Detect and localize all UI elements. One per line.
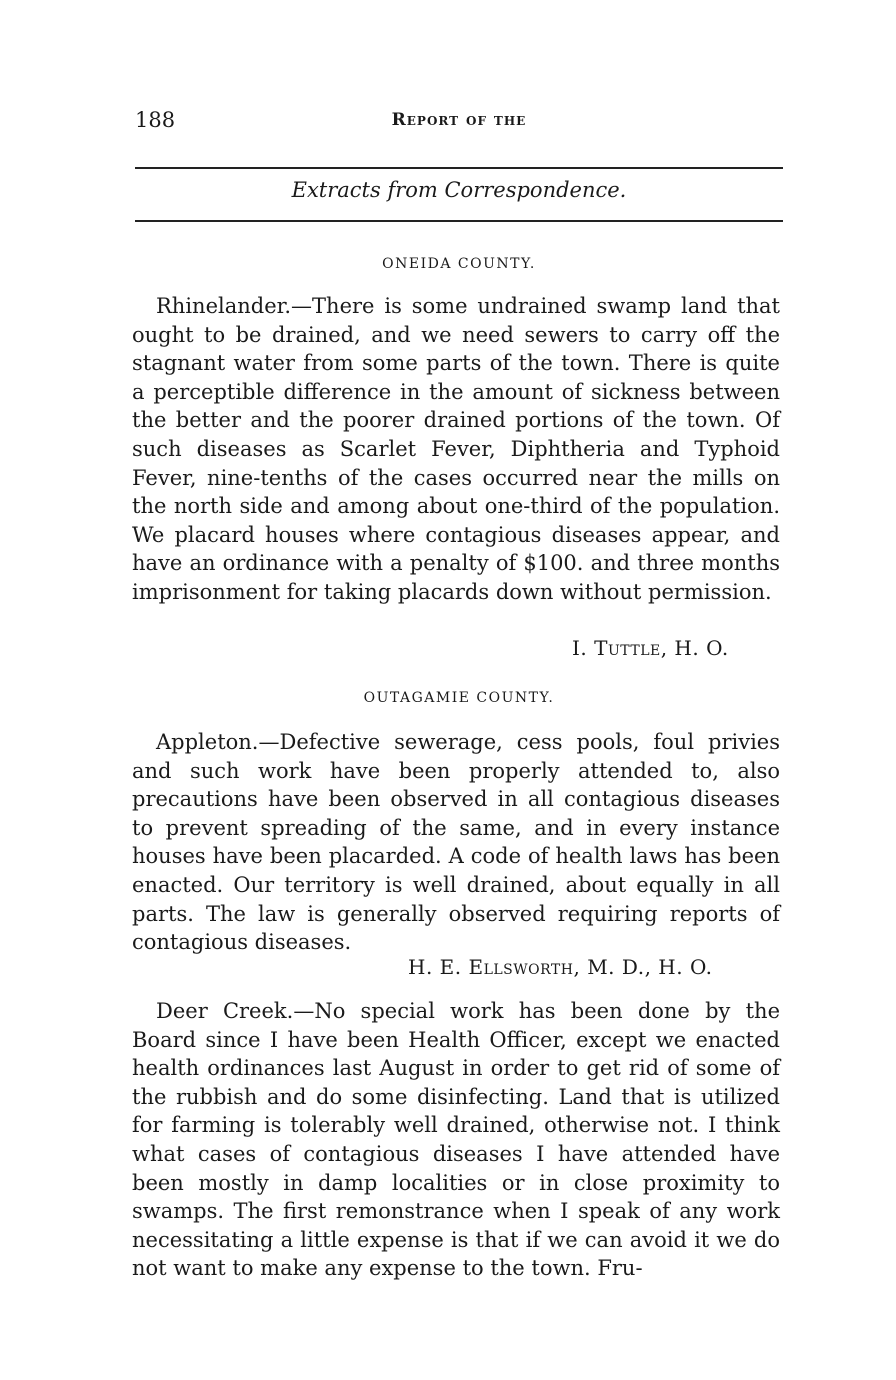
running-header bbox=[135, 108, 783, 138]
signature-initial: H. E. bbox=[408, 955, 462, 979]
entry-deer-creek: Deer Creek.—No special work has been done by the Board since I have been Health Officer, except we enacted health ordinances last August in order to get rid of some of the rubbish and do some disinfecting. Land that is utilized for farming is tolerably well drained, otherwise not. I think what cases of contagious diseases I have attended have been mostly in damp localities or in close proximity to swamps. The first remonstrance when I speak of any work necessitating a little expense is that if we can avoid it we do not want to make any expense to the town. Fru- bbox=[132, 999, 780, 1281]
entry-rhinelander: Rhinelander.—There is some undrained swamp land that ought to be drained, and we need sewers to carry off the stagnant water from some parts of the town. There is quite a perceptible difference in the amount of sickness between the better and the poorer drained portions of the town. Of such diseases as Scarlet Fever, Diphtheria and Typhoid Fever, nine-tenths of the cases occurred near the mills on the north side and among about one-third of the population. We placard houses where contagious diseases appear, and have an ordinance with a penalty of $100. and three months imprisonment for taking placards down without permission. bbox=[132, 294, 780, 604]
signature-suffix: , M. D., H. O. bbox=[573, 955, 713, 979]
signature-initial: I. bbox=[572, 636, 588, 660]
signature-tuttle bbox=[572, 636, 729, 660]
county-heading-outagamie: OUTAGAMIE COUNTY. bbox=[363, 690, 555, 706]
entry-appleton: Appleton.—Defective sewerage, cess pools, foul privies and such work have been properly attended to, also precautions have been observed in all contagious diseases to prevent spreading of the same, and in every instance houses have been placarded. A code of health laws has been enacted. Our territory is well drained, about equally in all parts. The law is generally observed requiring reports of contagious diseases. bbox=[132, 730, 780, 955]
bottom-rule bbox=[135, 220, 783, 222]
running-title: Report of the bbox=[391, 110, 527, 130]
signature-name: Ellsworth bbox=[468, 955, 574, 979]
county-heading-oneida: ONEIDA COUNTY. bbox=[382, 256, 536, 272]
signature-ellsworth bbox=[408, 955, 713, 979]
section-heading: Extracts from Correspondence. bbox=[291, 178, 627, 202]
page-number: 188 bbox=[135, 108, 176, 132]
top-rule bbox=[135, 167, 783, 169]
signature-suffix: , H. O. bbox=[660, 636, 729, 660]
signature-name: Tuttle bbox=[594, 636, 661, 660]
